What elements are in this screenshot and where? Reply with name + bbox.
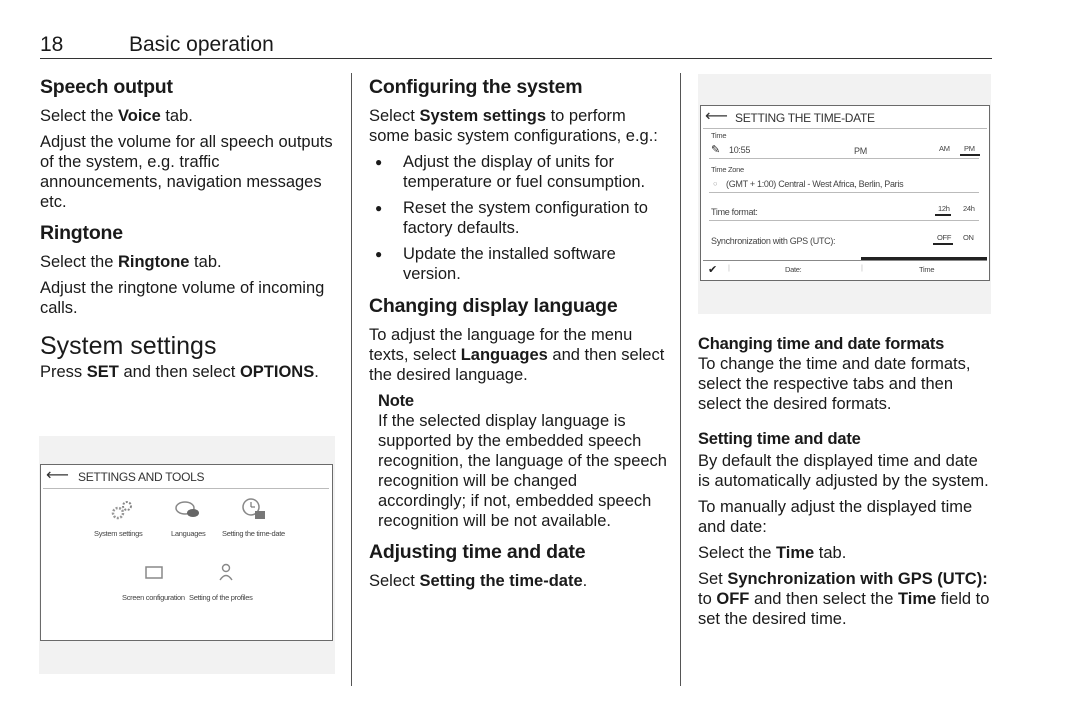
row-divider: [709, 192, 979, 193]
column-divider: [351, 73, 352, 686]
pencil-icon: ✎: [711, 144, 721, 156]
time-value[interactable]: 10:55: [729, 145, 751, 155]
off-option[interactable]: OFF: [937, 233, 952, 242]
system-settings-heading: System settings: [40, 332, 217, 360]
tab-date[interactable]: Date:: [785, 265, 802, 274]
display-language-text: To adjust the language for the menu texts, select Languages and then select the desired language.: [369, 326, 665, 384]
clock-calendar-icon: [241, 497, 267, 521]
time-label: Time: [711, 131, 727, 140]
screen-title: SETTING THE TIME-DATE: [735, 111, 875, 125]
setting-time-heading: Setting time and date: [698, 430, 861, 448]
tab-separator: |: [861, 263, 863, 272]
setting-time-text-3: Select the Time tab.: [698, 544, 847, 562]
note-heading: Note: [378, 392, 414, 410]
page-number: 18: [40, 33, 64, 56]
list-item: ● Update the installed software version.: [369, 244, 667, 284]
speech-output-text-2: Adjust the volume for all speech outputs of the system, e.g. traffic announcements, navigation messages etc.: [40, 133, 333, 211]
item-label: Setting of the profiles: [189, 593, 253, 602]
note-box: [369, 391, 667, 531]
item-label: Screen configuration: [122, 593, 185, 602]
item-label: Setting the time-date: [222, 529, 285, 538]
tab-separator: |: [728, 263, 730, 272]
setting-time-text-4: Set Synchronization with GPS (UTC): to OFF and then select the Time field to set the desired time.: [698, 570, 990, 628]
speech-bubbles-icon: [174, 499, 202, 521]
configuring-heading: Configuring the system: [369, 76, 583, 98]
time-zone-value[interactable]: (GMT + 1:00) Central - West Africa, Berlin, Paris: [726, 179, 904, 189]
am-option[interactable]: AM: [939, 144, 950, 153]
globe-icon: ○: [713, 179, 718, 188]
list-item: ● Adjust the display of units for temperature or fuel consumption.: [369, 152, 667, 192]
pm-option[interactable]: PM: [964, 144, 975, 153]
adjusting-time-heading: Adjusting time and date: [369, 541, 586, 563]
speech-output-heading: Speech output: [40, 76, 173, 98]
check-icon[interactable]: ✔: [708, 264, 718, 276]
24h-option[interactable]: 24h: [963, 204, 975, 213]
12h-option[interactable]: 12h: [938, 204, 950, 213]
monitor-icon: [145, 566, 163, 580]
setting-time-text-2: To manually adjust the displayed time and date:: [698, 498, 973, 536]
pm-selected-marker: [960, 154, 980, 156]
column-1: [40, 74, 335, 382]
pm-indicator: PM: [854, 146, 867, 156]
on-option[interactable]: ON: [963, 233, 974, 242]
ringtone-text-2: Adjust the ringtone volume of incoming calls.: [40, 279, 325, 317]
page-header: [40, 31, 992, 59]
tab-bar-divider: [703, 260, 987, 261]
screen-title: SETTINGS AND TOOLS: [78, 470, 205, 484]
title-divider: [43, 488, 329, 489]
system-settings-text: Press SET and then select OPTIONS.: [40, 363, 319, 381]
time-zone-label: Time Zone: [711, 165, 744, 174]
formats-heading: Changing time and date formats: [698, 335, 945, 353]
item-label: Languages: [171, 529, 206, 538]
ringtone-heading: Ringtone: [40, 222, 123, 244]
settings-screenshot: [39, 436, 335, 674]
config-bullet-list: [369, 152, 667, 284]
row-divider: [709, 158, 979, 159]
adjusting-time-text: Select Setting the time-date.: [369, 572, 588, 590]
back-arrow-icon[interactable]: ⟵: [705, 108, 728, 125]
page-title: Basic operation: [129, 33, 274, 56]
setting-time-text-1: By default the displayed time and date is automatically adjusted by the system.: [698, 452, 989, 490]
back-arrow-icon[interactable]: ⟵: [46, 467, 69, 484]
profile-icon: [217, 563, 235, 581]
time-date-screenshot: [698, 74, 991, 314]
tab-time[interactable]: Time: [919, 265, 935, 274]
gears-icon: [109, 499, 135, 521]
formats-text: To change the time and date formats, select the respective tabs and then select the desired formats.: [698, 355, 971, 413]
off-selected-marker: [933, 243, 953, 245]
speech-output-text-1: Select the Voice tab.: [40, 107, 193, 125]
note-text: If the selected display language is supported by the embedded speech recognition, the language of the speech recognition will be changed accordingly; if not, embedded speech recognition will be not available.: [378, 412, 667, 530]
time-date-screen: [700, 105, 990, 281]
row-divider: [709, 220, 979, 221]
12h-selected-marker: [935, 214, 951, 216]
gps-sync-label: Synchronization with GPS (UTC):: [711, 236, 836, 246]
title-divider: [703, 128, 987, 129]
time-format-label: Time format:: [711, 207, 758, 217]
column-3: [698, 334, 994, 629]
column-2: [369, 74, 667, 591]
item-label: System settings: [94, 529, 143, 538]
settings-screen: [40, 464, 333, 641]
ringtone-text-1: Select the Ringtone tab.: [40, 253, 222, 271]
configuring-text: Select System settings to perform some basic system configurations, e.g.:: [369, 107, 658, 145]
column-divider: [680, 73, 681, 686]
display-language-heading: Changing display language: [369, 295, 618, 317]
list-item: ● Reset the system configuration to factory defaults.: [369, 198, 667, 238]
